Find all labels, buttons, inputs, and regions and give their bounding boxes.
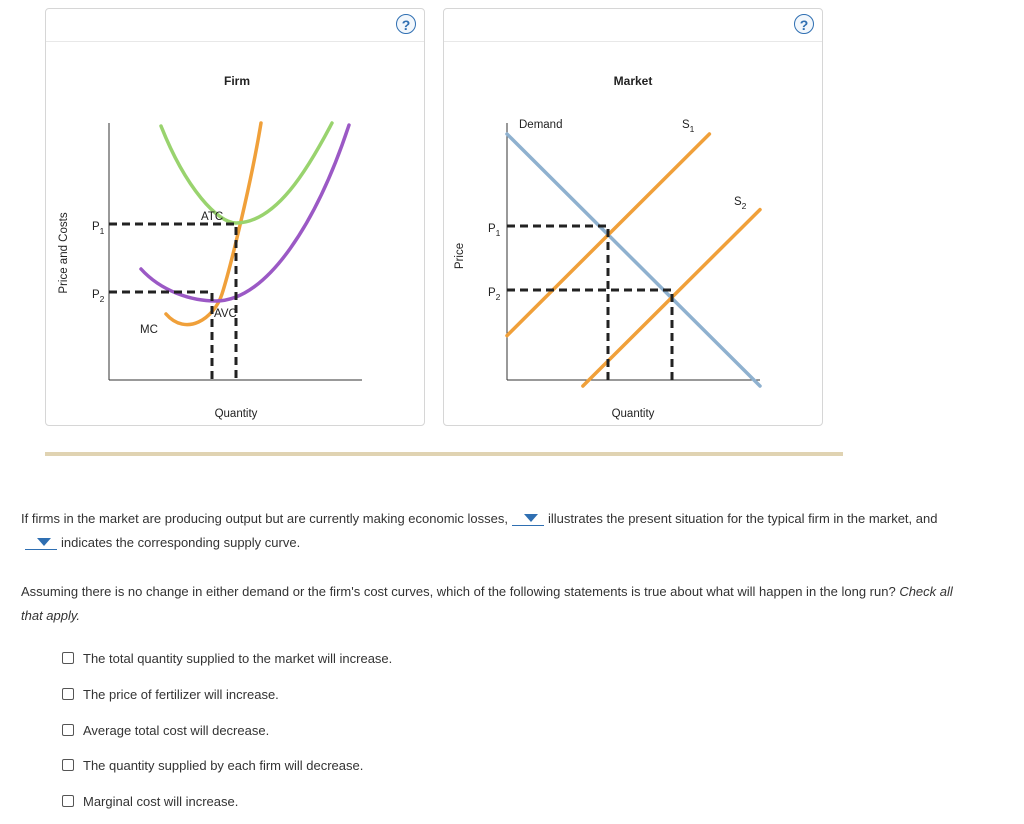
option-item[interactable] <box>62 755 562 777</box>
market-s2-label: $S_2$ <box>734 196 747 211</box>
firm-graph-dropdown[interactable] <box>512 509 544 526</box>
checkbox[interactable] <box>62 759 74 771</box>
dropdown-arrow-icon <box>524 514 538 522</box>
option-item[interactable] <box>62 684 562 706</box>
market-curves <box>507 134 760 386</box>
firm-chart <box>46 9 424 425</box>
market-chart-title: Market <box>613 74 653 88</box>
checkbox[interactable] <box>62 795 74 807</box>
section-separator <box>45 452 843 456</box>
option-label: The total quantity supplied to the market will increase. <box>83 651 393 666</box>
checkbox[interactable] <box>62 688 74 700</box>
market-y-axis-label: Price <box>454 242 466 270</box>
checkbox[interactable] <box>62 724 74 736</box>
question-1-part1: If firms in the market are producing output but are currently making economic losses, <box>21 511 508 526</box>
firm-y-axis-label: Price and Costs <box>58 212 70 294</box>
supply-curve-dropdown[interactable] <box>25 533 57 550</box>
firm-p2-dashed-line <box>109 292 212 380</box>
firm-avc-label: AVC <box>214 308 237 320</box>
firm-p1-label: $P_1$ <box>92 221 105 236</box>
market-p2-dashed-line <box>507 290 672 380</box>
firm-atc-label: ATC <box>201 211 224 223</box>
question-2-instruction: Check all that apply. <box>21 584 953 623</box>
question-1 <box>21 507 971 555</box>
option-item[interactable] <box>62 648 562 670</box>
market-s1-label: $S_1$ <box>682 119 695 134</box>
market-p1-label: $P_1$ <box>488 223 501 238</box>
market-x-axis-label: Quantity <box>611 408 655 420</box>
market-demand-curve <box>507 134 760 386</box>
question-2-text: Assuming there is no change in either demand or the firm's cost curves, which of the following statements is true about what will happen in the long run? <box>21 584 896 599</box>
firm-help-icon[interactable]: ? <box>396 14 416 34</box>
option-label: The price of fertilizer will increase. <box>83 687 279 702</box>
option-item[interactable] <box>62 720 562 742</box>
market-chart <box>444 9 822 425</box>
market-demand-label: Demand <box>519 119 563 131</box>
firm-atc-curve <box>161 123 332 223</box>
market-graph-panel <box>443 8 823 426</box>
market-p2-label: $P_2$ <box>488 287 501 302</box>
option-item[interactable] <box>62 791 562 813</box>
firm-x-axis-label: Quantity <box>214 408 258 420</box>
firm-chart-title: Firm <box>223 74 251 88</box>
firm-graph-panel <box>45 8 425 426</box>
question-1-part2: illustrates the present situation for the typical firm in the market, and <box>548 511 938 526</box>
option-label: Average total cost will decrease. <box>83 723 270 738</box>
dropdown-arrow-icon <box>37 538 51 546</box>
option-label: Marginal cost will increase. <box>83 794 239 809</box>
firm-mc-label: MC <box>140 324 158 336</box>
question-1-part3: indicates the corresponding supply curve. <box>61 535 301 550</box>
checkbox[interactable] <box>62 652 74 664</box>
firm-p2-label: $P_2$ <box>92 289 105 304</box>
question-2 <box>21 580 971 628</box>
market-help-icon[interactable]: ? <box>794 14 814 34</box>
option-label: The quantity supplied by each firm will decrease. <box>83 758 364 773</box>
